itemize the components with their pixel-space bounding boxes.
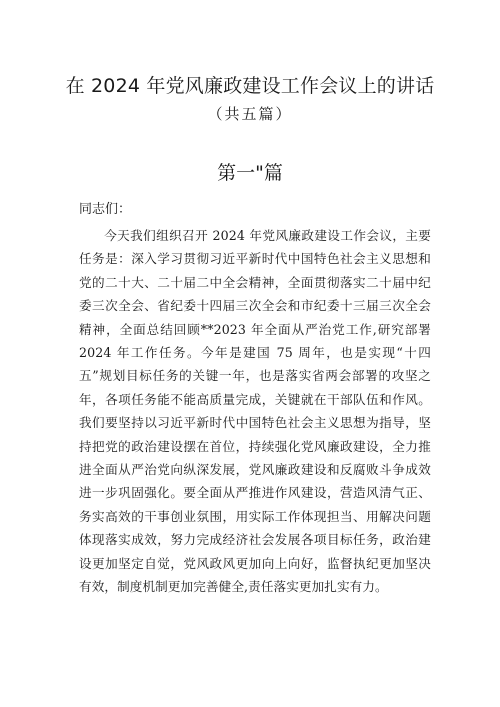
greeting-line: 同志们： (79, 202, 132, 217)
document-subtitle: （共五篇） (207, 105, 293, 123)
chapter-heading: 第一"篇 (217, 162, 283, 184)
body-paragraph: 今天我们组织召开 2024 年党风廉政建设工作会议，主要任务是：深入学习贯彻习近平新时代中国特色社会主义思想和党的二十大、二十届二中全会精神，全面贯彻落实二十届中纪委三次全会、省纪委十四届三次全会和市纪委十三届三次全会精神，全面总结回顾**2023 年全面从严治党工作,研究部署 2024 年工作任务。今年是建国 75 周年，也是实现“十四五”规划目标任务的关键一年，也是落实省两会部署的攻坚之年，各项任务能不能高质量完成，关键就在干部队伍和作风。我们要坚持以习近平新时代中国特色社会主义思想为指导，坚持把党的政治建设摆在首位，持续强化党风廉政建设，全力推进全面从严治党向纵深发展，党风廉政建设和反腐败斗争成效进一步巩固强化。要全面从严推进作风建设，营造风清气正、务实高效的干事创业氛围，用实际工作体现担当、用解决问题体现落实成效，努力完成经济社会发展各项目标任务，政治建设更加坚定自觉，党风政风更加向上向好，监督执纪更加坚决有效，制度机制更加完善健全,责任落实更加扎实有力。 (79, 228, 431, 595)
document-title: 在 2024 年党风廉政建设工作会议上的讲话 (65, 75, 435, 97)
